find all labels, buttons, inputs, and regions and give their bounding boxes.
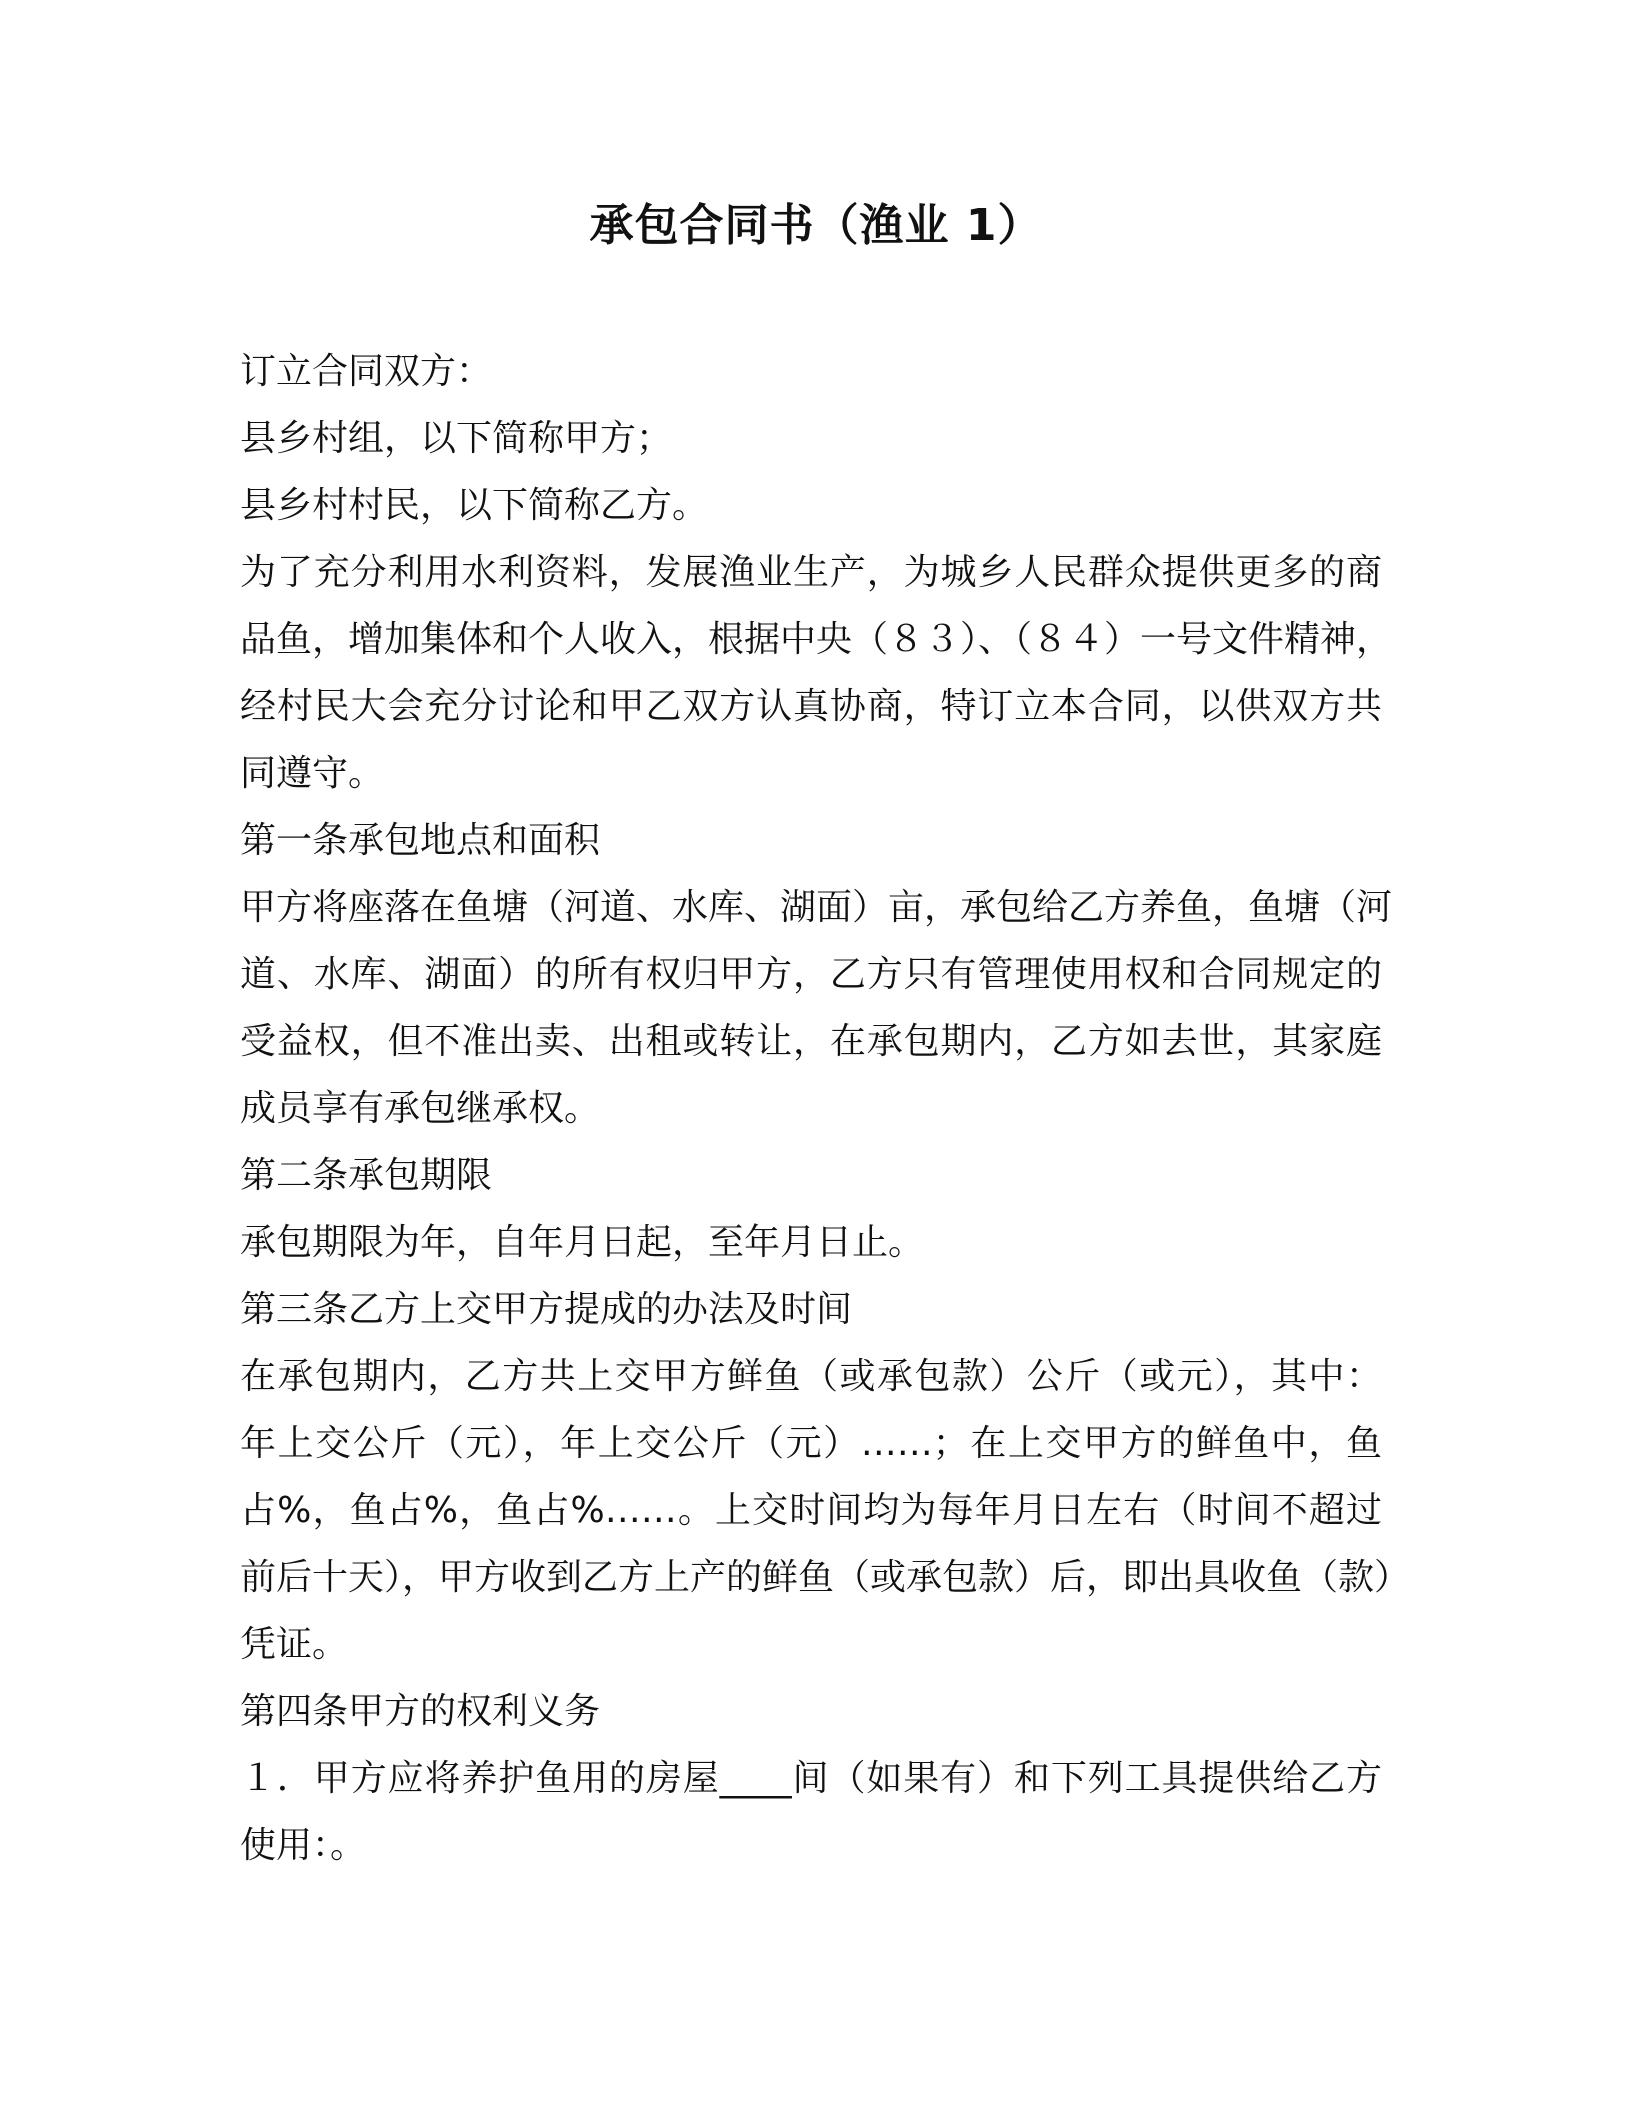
text-line: 占%，鱼占%，鱼占%……。上交时间均为每年月日左右（时间不超过 <box>240 1490 1382 1531</box>
document-title: 承包合同书（渔业 1） <box>589 200 1043 251</box>
text-line: 前后十天），甲方收到乙方上产的鲜鱼（或承包款）后，即出具收鱼（款） <box>240 1557 1411 1598</box>
text-line: １．甲方应将养护鱼用的房屋____间（如果有）和下列工具提供给乙方 <box>240 1758 1382 1799</box>
section-heading: 第一条承包地点和面积 <box>240 820 601 861</box>
text-line: 受益权，但不准出卖、出租或转让，在承包期内，乙方如去世，其家庭 <box>240 1021 1382 1062</box>
text-line: 使用：。 <box>240 1825 367 1866</box>
text-line: 成员享有承包继承权。 <box>240 1088 601 1129</box>
text-line: 订立合同双方： <box>240 351 493 392</box>
text-line: 县乡村村民，以下简称乙方。 <box>240 485 709 526</box>
text-line: 道、水库、湖面）的所有权归甲方，乙方只有管理使用权和合同规定的 <box>240 954 1382 995</box>
text-line: 凭证。 <box>240 1624 349 1665</box>
text-line: 为了充分利用水利资料，发展渔业生产，为城乡人民群众提供更多的商 <box>240 552 1382 593</box>
section-heading: 第三条乙方上交甲方提成的办法及时间 <box>240 1289 853 1330</box>
text-line: 同遵守。 <box>240 753 385 794</box>
text-line: 县乡村组，以下简称甲方； <box>240 418 673 459</box>
text-line: 经村民大会充分讨论和甲乙双方认真协商，特订立本合同，以供双方共 <box>240 686 1382 727</box>
text-line: 承包期限为年，自年月日起，至年月日止。 <box>240 1222 925 1263</box>
section-heading: 第四条甲方的权利义务 <box>240 1691 601 1732</box>
text-line: 在承包期内，乙方共上交甲方鲜鱼（或承包款）公斤（或元），其中： <box>240 1356 1382 1397</box>
section-heading: 第二条承包期限 <box>240 1155 493 1196</box>
document-body <box>240 338 1411 1879</box>
text-line: 年上交公斤（元），年上交公斤（元）……；在上交甲方的鲜鱼中，鱼 <box>240 1423 1382 1464</box>
text-line: 品鱼，增加集体和个人收入，根据中央（８３）、（８４）一号文件精神， <box>240 619 1393 660</box>
text-line: 甲方将座落在鱼塘（河道、水库、湖面）亩，承包给乙方养鱼，鱼塘（河 <box>240 887 1393 928</box>
